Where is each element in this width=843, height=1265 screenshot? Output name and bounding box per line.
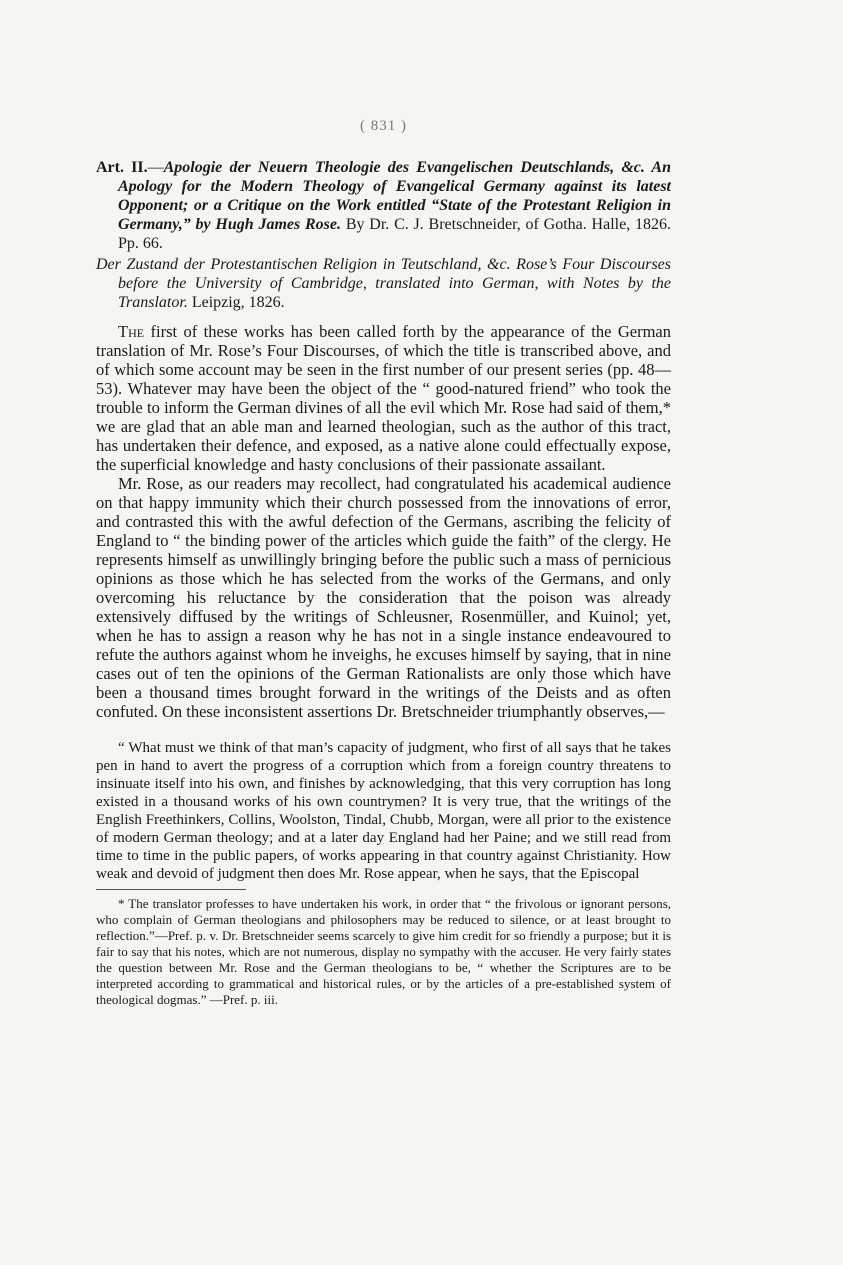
article-title-2: Der Zustand der Protestantischen Religion in Teutschland, &c. Rose’s Four Discourses before the University of Cambridge, translated into German, with Notes by the Translator. [96,256,671,311]
article-entry-2 [96,255,671,312]
quote-text: “ What must we think of that man’s capacity of judgment, who first of all says that he takes pen in hand to avert the progress of a corruption which from a foreign country threatens to insinuate itself into his own, and finishes by acknowledging, that this very corruption has long existed in a thousand works of his own countrymen? It is very true, that the writings of the English Freethinkers, Collins, Woolston, Tindal, Chubb, Morgan, were all prior to the existence of modern German theology; and at a later day England had her Paine; and we still read from time to time in the public papers, of works appearing in that country against Christianity. How weak and devoid of judgment then does Mr. Rose appear, when he says, that the Episcopal [96,740,671,882]
block-quote [96,739,671,883]
footnote-divider [96,889,246,890]
article-body [96,322,671,721]
paragraph-2: Mr. Rose, as our readers may recollect, had congratulated his academical audience on that happy immunity which their church possessed from the innovations of error, and contrasted this with the awful defection of the Germans, ascribing the felicity of England to “ the binding power of the articles which guide the faith” of the clergy. He represents himself as unwillingly bringing before the public such a mass of pernicious opinions as those which he has selected from the works of the Germans, and only overcoming his reluctance by the consideration that the poison was already extensively diffused by the writings of Schleusner, Rosenmüller, and Kuinol; yet, when he has to assign a reason why he has not in a single instance endeavoured to refute the authors against whom he inveighs, he excuses himself by saying, that in nine cases out of ten the opinions of the German Rationalists are only those which have been a thousand times brought forward in the writings of the Deists and as often confuted. On these inconsistent assertions Dr. Bretschneider triumphantly observes,— [96,474,671,721]
footnote-text: * The translator professes to have undertaken his work, in order that “ the frivolous or ignorant persons, who complain of German theologians and philosophers may be reduced to silence, or at least brought to reflection.”—Pref. p. v. Dr. Bretschneider seems scarcely to give him credit for so friendly a purpose; but it is fair to say that his notes, which are not numerous, display no sympathy with the accuser. He very fairly states the question between Mr. Rose and the German theologians to be, “ whether the Scriptures are to be interpreted according to grammatical and historical rules, or by the articles of a pre-established system of theological dogmas.” —Pref. p. iii. [96,896,671,1007]
article-label: Art. II. [96,159,148,176]
running-head [96,118,671,135]
footnote [96,896,671,1008]
paragraph-1-text: first of these works has been called forth by the appearance of the German translation of Mr. Rose’s Four Discourses, of which the title is transcribed above, and of which some account may be seen in the first number of our present series (pp. 48—53). Whatever may have been the object of the “ good-natured friend” who took the trouble to inform the German divines of all the evil which Mr. Rose had said of them,* we are glad that an able man and learned theologian, such as the author of this tract, has undertaken their defence, and exposed, as a native alone could effectually expose, the superficial knowledge and hasty conclusions of their passionate assailant. [96,322,671,474]
article-author-1: By Dr. C. J. Bretschneider, of Gotha. Halle, 1826. Pp. 66. [118,216,671,252]
article-header [96,158,671,312]
paragraph-1 [96,322,671,474]
paragraph-1-lead: The [118,322,145,341]
article-entry-1: Art. II.—Apologie der Neuern Theologie des Evangelischen Deutschlands, &c. An Apology for the Modern Theology of Evangelical Germany against its latest Opponent; or a Critique on the Work entitled “State of the Protestant Religion in Germany,” by Hugh James Rose. By Dr. C. J. Bretschneider, of Gotha. Halle, 1826. Pp. 66. [96,159,672,252]
article-imprint-2: Leipzig, 1826. [191,294,285,311]
page-number: ( 831 ) [360,118,407,134]
article-title-1: Apologie der Neuern Theologie des Evangelischen Deutschlands, &c. An Apology for the Modern Theology of Evangelical Germany against its latest Opponent; or a Critique on the Work entitled “State of the Protestant Religion in Germany,” by Hugh James Rose. [118,159,672,233]
